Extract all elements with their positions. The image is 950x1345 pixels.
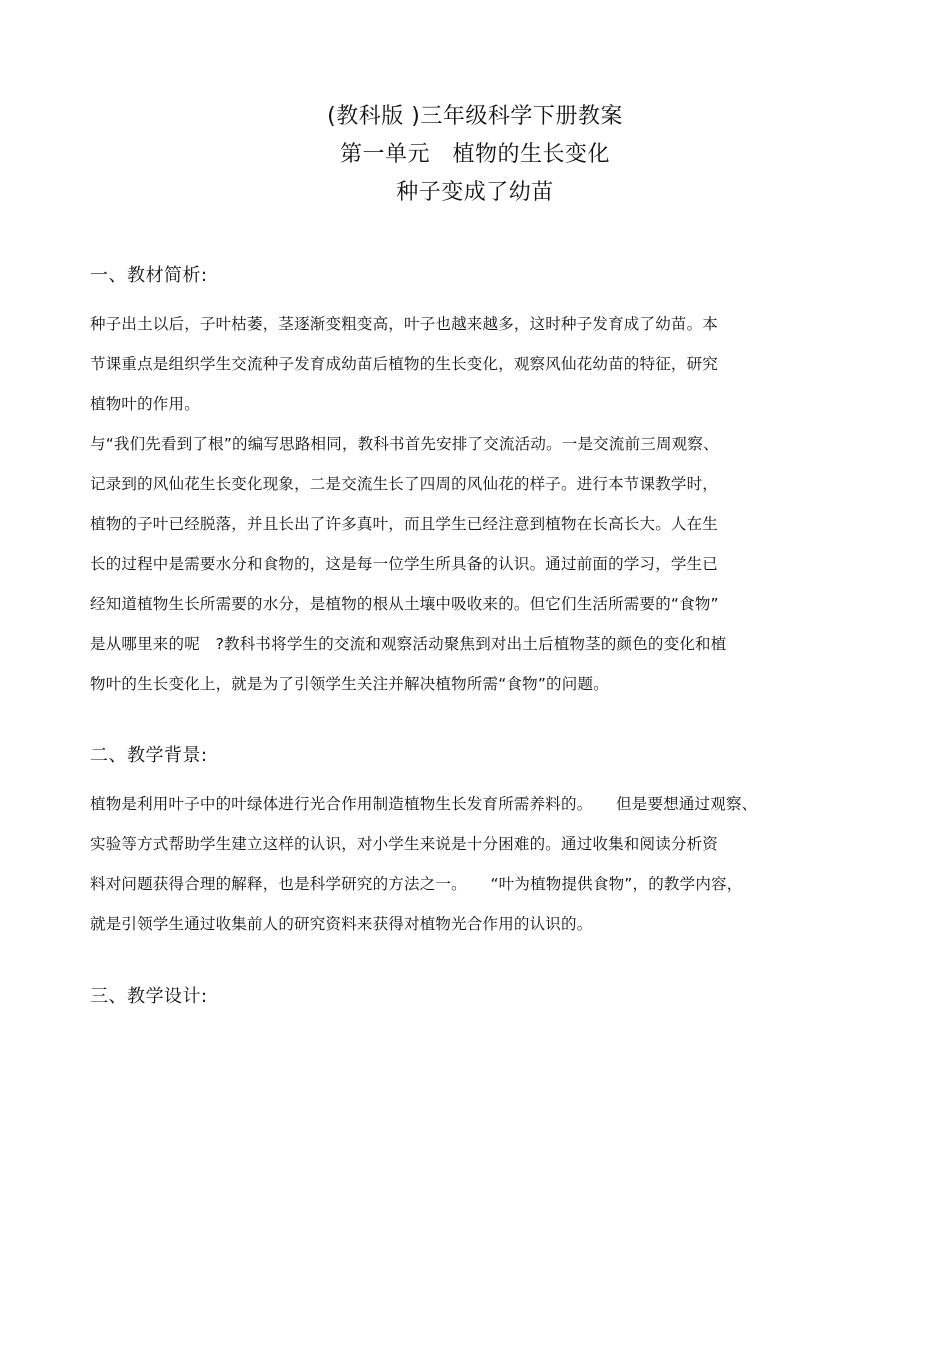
section-teaching-background <box>90 742 870 944</box>
paragraph-line: 节课重点是组织学生交流种子发育成幼苗后植物的生长变化，观察风仙花幼苗的特征，研究 <box>90 355 719 373</box>
title-line-1: (教科版 )三年级科学下册教案 <box>327 104 623 129</box>
paragraph-line: 是从哪里来的呢 ?教科书将学生的交流和观察活动聚焦到对出土后植物茎的颜色的变化和植 <box>90 635 727 653</box>
title-line-3: 种子变成了幼苗 <box>396 180 554 205</box>
paragraph-line: 实验等方式帮助学生建立这样的认识，对小学生来说是十分困难的。通过收集和阅读分析资 <box>90 835 719 853</box>
title-line-2: 第一单元 植物的生长变化 <box>339 142 610 167</box>
paragraph-line: 种子出土以后，子叶枯萎，茎逐渐变粗变高，叶子也越来越多，这时种子发育成了幼苗。本 <box>90 315 719 333</box>
paragraph-line: 经知道植物生长所需要的水分，是植物的根从土壤中吸收来的。但它们生活所需要的“食物” <box>90 595 719 613</box>
section-body <box>90 784 870 944</box>
paragraph-line: 料对问题获得合理的解释，也是科学研究的方法之一。 “叶为植物提供食物”，的教学内容， <box>90 875 743 893</box>
paragraph-line: 就是引领学生通过收集前人的研究资料来获得对植物光合作用的认识的。 <box>90 915 593 933</box>
section-textbook-analysis <box>90 262 870 704</box>
paragraph-line: 记录到的风仙花生长变化现象，二是交流生长了四周的风仙花的样子。进行本节课教学时， <box>90 475 719 493</box>
paragraph-line: 植物的子叶已经脱落，并且长出了许多真叶，而且学生已经注意到植物在长高长大。人在生 <box>90 515 719 533</box>
paragraph-line: 与“我们先看到了根”的编写思路相同，教科书首先安排了交流活动。一是交流前三周观察、 <box>90 435 719 453</box>
section-heading: 二、教学背景: <box>90 745 208 766</box>
section-heading: 一、教材简析: <box>90 265 208 286</box>
paragraph-line: 植物是利用叶子中的叶绿体进行光合作用制造植物生长发育所需养料的。 但是要想通过观察、 <box>90 795 758 813</box>
paragraph-line: 长的过程中是需要水分和食物的，这是每一位学生所具备的认识。通过前面的学习，学生已 <box>90 555 719 573</box>
section-heading: 三、教学设计: <box>90 986 208 1007</box>
paragraph-line: 植物叶的作用。 <box>90 395 200 413</box>
section-teaching-design <box>90 983 870 1011</box>
section-body <box>90 304 870 704</box>
document-title <box>0 98 950 212</box>
paragraph-line: 物叶的生长变化上，就是为了引领学生关注并解决植物所需“食物”的问题。 <box>90 675 609 693</box>
